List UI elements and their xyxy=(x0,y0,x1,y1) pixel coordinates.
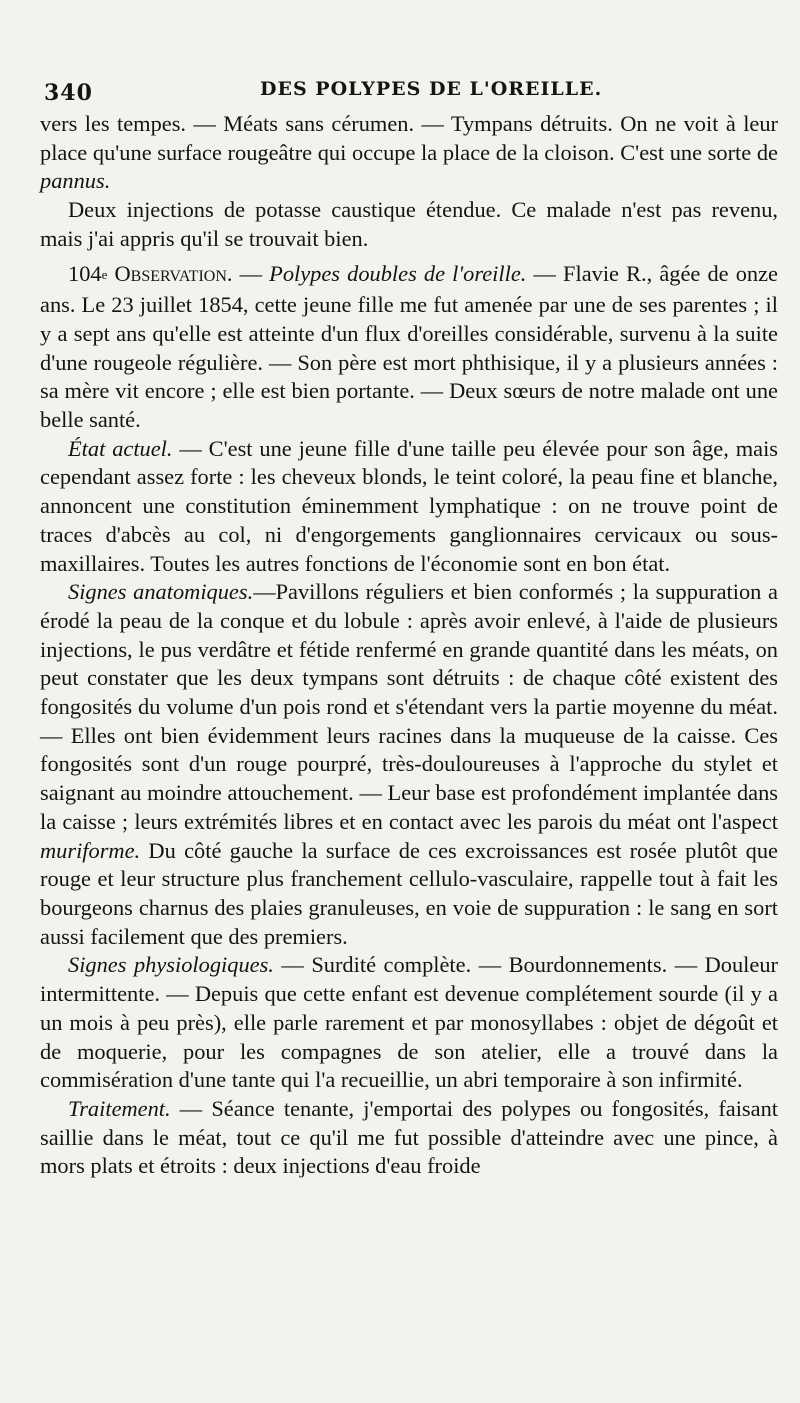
injections-text: Deux injections de potasse caustique étendue. Ce malade n'est pas revenu, mais j'ai appris qu'il se trouvait bien. xyxy=(40,197,778,251)
etat-heading: État actuel. xyxy=(68,435,173,461)
paragraph-signes-anatomiques xyxy=(40,578,778,951)
etat-text: — C'est une jeune fille d'une taille peu élevée pour son âge, mais cependant assez forte : les cheveux blonds, le teint coloré, la peau fine et blanche, annoncent une constitution éminemment lymphatique : on ne trouve point de traces d'abcès au col, ni d'engorgements ganglionnaires cervicaux ou sous-maxillaires. Toutes les autres fonctions de l'économie sont en bon état. xyxy=(40,435,779,576)
traitement-heading: Traitement. xyxy=(68,1095,171,1121)
observation-text: — Flavie R., âgée de onze ans. Le 23 juillet 1854, cette jeune fille me fut amenée par une de ses parentes ; il y a sept ans qu'elle est atteinte d'un flux d'oreilles considérable, survenu à la suite d'une rougeole régulière. — Son père est mort phthisique, il y a plusieurs années : sa mère vit encore ; elle est bien portante. — Deux sœurs de notre malade ont une belle santé. xyxy=(40,260,778,433)
paragraph-traitement xyxy=(40,1095,778,1181)
paragraph-signes-physiologiques xyxy=(40,951,778,1095)
traitement-text: — Séance tenante, j'emportai des polypes ou fongosités, faisant saillie dans le méat, tout ce qu'il me fut possible d'atteindre avec une pince, à mors plats et étroits : deux injections d'eau froide xyxy=(40,1095,778,1179)
page-number: 340 xyxy=(44,80,93,106)
body-text xyxy=(40,110,778,1181)
anatomiques-heading: Signes anatomiques. xyxy=(68,579,254,605)
pannus-term: pannus. xyxy=(40,168,111,194)
running-title: DES POLYPES DE L'OREILLE. xyxy=(260,78,603,100)
physiologiques-heading: Signes physiologiques. xyxy=(68,952,274,978)
anatomiques-text-continued: Du côté gauche la surface de ces excroissances est rosée plutôt que rouge et leur structure plus franchement cellulo-vasculaire, rappelle tout à fait les bourgeons charnus des plaies granuleuses, en voie de suppuration : le sang en sort aussi facilement que des premiers. xyxy=(40,837,778,949)
paragraph-observation xyxy=(40,260,778,435)
paragraph-etat-actuel xyxy=(40,435,778,579)
observation-number: 104 xyxy=(68,260,102,286)
observation-label: Observation. xyxy=(114,260,233,286)
observation-title: Polypes doubles de l'oreille. xyxy=(269,260,527,286)
paragraph-injections xyxy=(40,196,778,253)
intro-text: vers les tempes. — Méats sans cérumen. — Tympans détruits. On ne voit à leur place qu'une surface rougeâtre qui occupe la place de la cloison. C'est une sorte de xyxy=(40,111,778,165)
observation-ordinal: e xyxy=(101,266,108,282)
paragraph-intro xyxy=(40,110,778,196)
anatomiques-text: —Pavillons réguliers et bien conformés ; la suppuration a érodé la peau de la conque et du lobule : après avoir enlevé, à l'aide de plusieurs injections, le pus verdâtre et fétide renfermé en grande quantité dans les méats, on peut constater que les deux tympans sont détruits : de chaque côté existent des fongosités du volume d'un pois rond et s'étendant vers la partie moyenne du méat. — Elles ont bien évidemment leurs racines dans la muqueuse de la caisse. Ces fongosités sont d'un rouge pourpré, très-douloureuses à l'approche du stylet et saignant au moindre attouchement. — Leur base est profondément implantée dans la caisse ; leurs extrémités libres et en contact avec les parois du méat ont l'aspect xyxy=(40,579,778,834)
observation-dash: — xyxy=(232,260,270,286)
page-header xyxy=(40,70,778,110)
muriforme-term: muriforme. xyxy=(40,837,141,863)
physiologiques-text: — Surdité complète. — Bourdonnements. — Douleur intermittente. — Depuis que cette enfant est devenue complétement sourde (il y a un mois à peu près), elle parle rarement et par monosyllabes : objet de dégoût et de moquerie, pour les compagnes de son atelier, elle a trouvé dans la commisération d'une tante qui l'a recueillie, un abri temporaire à son infirmité. xyxy=(40,952,778,1093)
